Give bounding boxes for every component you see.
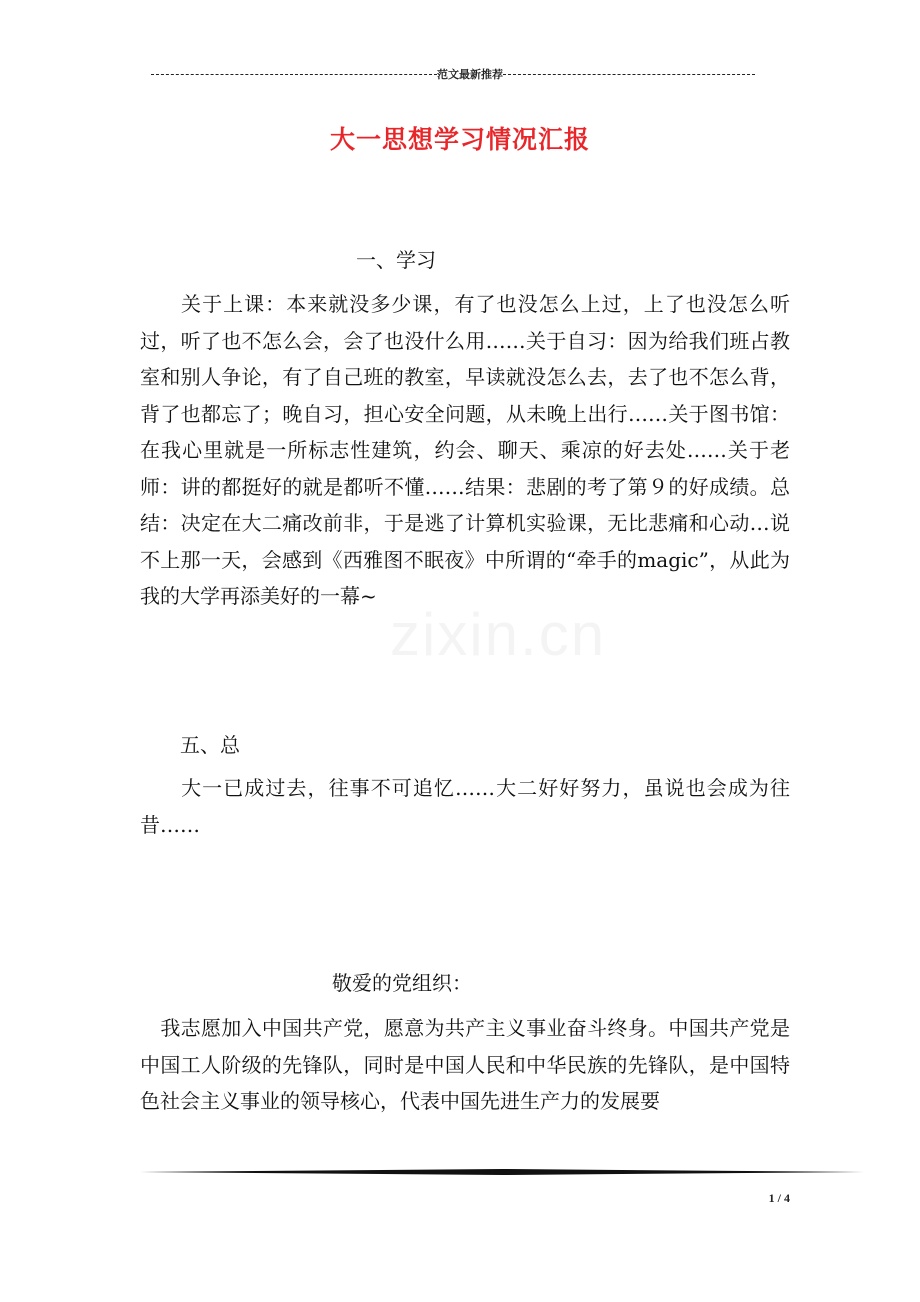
header-dash-right	[503, 74, 755, 76]
study-paragraph-text: 关于上课：本来就没多少课，有了也没怎么上过，上了也没怎么听过，听了也不怎么会，会了也没什么用……关于自习：因为给我们班占教室和别人争论，有了自己班的教室，早读就没怎么去，去了也不怎么背，背了也都忘了；晚自习，担心安全问题，从未晚上出行……关于图书馆：在我心里就是一所标志性建筑，约会、聊天、乘凉的好去处……关于老师：讲的都挺好的就是都听不懂……结果：悲剧的考了第９的好成绩。总结：决定在大二痛改前非，于是逃了计算机实验课，无比悲痛和心动…说不上那一天，会感到《西雅图不眠夜》中所谓的“牵手的magic”，从此为我的大学再添美好的一幕~	[140, 292, 790, 608]
page-number: 1 / 4	[768, 1191, 790, 1205]
header-dash-left	[151, 74, 437, 76]
letter-paragraph	[140, 1010, 790, 1120]
letter-salutation: 敬爱的党组织：	[332, 971, 472, 995]
section-heading-summary: 五、总	[180, 733, 240, 757]
watermark: zixin.cn	[390, 601, 607, 668]
study-paragraph	[140, 286, 790, 615]
footer-rule	[140, 1169, 864, 1175]
letter-paragraph-text: 我志愿加入中国共产党，愿意为共产主义事业奋斗终身。中国共产党是中国工人阶级的先锋队，同时是中国人民和中华民族的先锋队，是中国特色社会主义事业的领导核心，代表中国先进生产力的发展要	[140, 1016, 790, 1113]
header-text: 范文最新推荐	[437, 68, 503, 81]
summary-paragraph-text: 大一已成过去，往事不可追忆……大二好好努力，虽说也会成为往昔……	[140, 776, 790, 837]
section-heading-study: 一、学习	[356, 248, 436, 272]
summary-paragraph	[140, 770, 790, 843]
page-header	[140, 66, 766, 82]
document-title: 大一思想学习情况汇报	[329, 125, 590, 154]
